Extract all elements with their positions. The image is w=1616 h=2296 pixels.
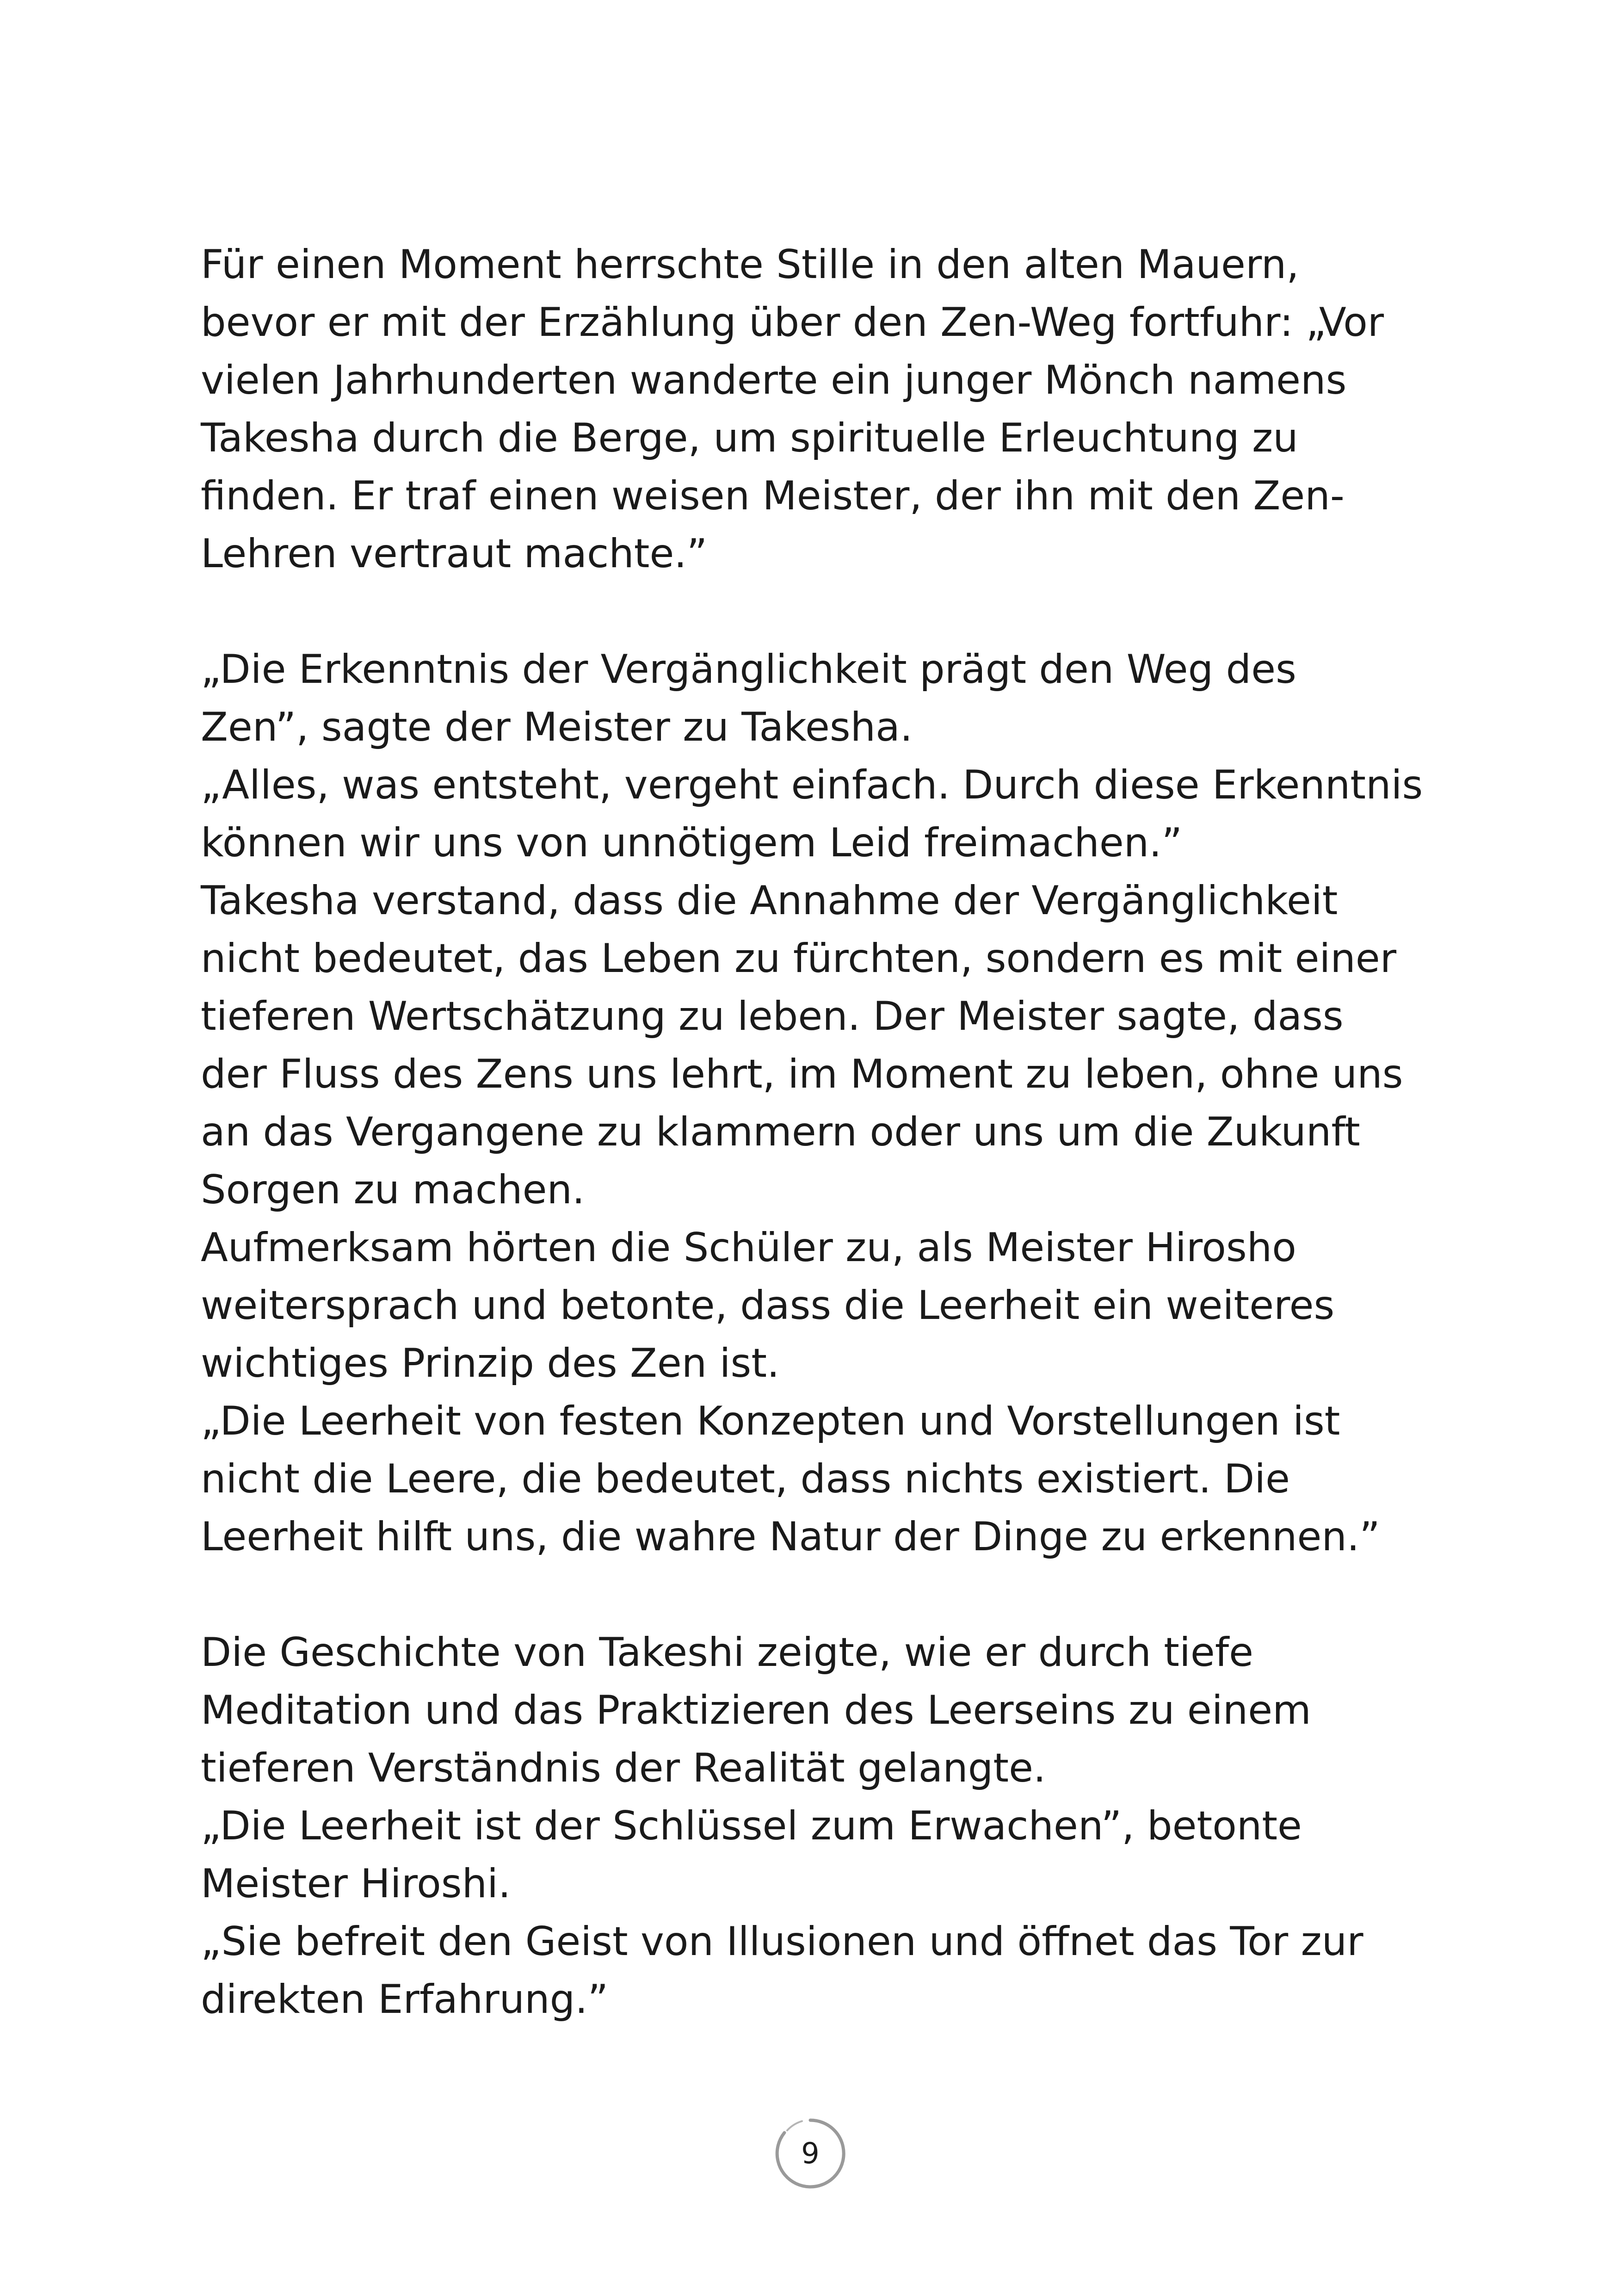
text-line: bevor er mit der Erzählung über den Zen-Weg fortfuhr: „Vor bbox=[201, 299, 1384, 346]
text-line: können wir uns von unnötigem Leid freimachen.” bbox=[201, 820, 1183, 866]
text-line: Leerheit hilft uns, die wahre Natur der Dinge zu erkennen.” bbox=[201, 1514, 1380, 1560]
paragraph-gap bbox=[201, 583, 1449, 641]
text-line: vielen Jahrhunderten wanderte ein junger Mönch namens bbox=[201, 357, 1347, 403]
text-line: Aufmerksam hörten die Schüler zu, als Meister Hirosho bbox=[201, 1225, 1296, 1271]
text-line: nicht die Leere, die bedeutet, dass nichts existiert. Die bbox=[201, 1456, 1290, 1502]
text-line: Lehren vertraut machte.” bbox=[201, 531, 708, 577]
text-line: direkten Erfahrung.” bbox=[201, 1976, 609, 2023]
paragraph-3 bbox=[201, 1624, 1449, 2029]
text-line: wichtiges Prinzip des Zen ist. bbox=[201, 1340, 780, 1386]
text-line: der Fluss des Zens uns lehrt, im Moment zu leben, ohne uns bbox=[201, 1051, 1403, 1097]
text-line: Für einen Moment herrschte Stille in den alten Mauern, bbox=[201, 241, 1299, 288]
text-line: „Die Leerheit von festen Konzepten und Vorstellungen ist bbox=[201, 1398, 1340, 1444]
text-line: „Die Leerheit ist der Schlüssel zum Erwachen”, betonte bbox=[201, 1803, 1302, 1849]
text-line: Meditation und das Praktizieren des Leerseins zu einem bbox=[201, 1687, 1311, 1733]
text-line: Zen”, sagte der Meister zu Takesha. bbox=[201, 704, 913, 750]
text-line: Meister Hiroshi. bbox=[201, 1861, 511, 1907]
text-line: „Sie befreit den Geist von Illusionen und öffnet das Tor zur bbox=[201, 1918, 1363, 1965]
text-line: Die Geschichte von Takeshi zeigte, wie er durch tiefe bbox=[201, 1629, 1254, 1676]
text-line: Takesha durch die Berge, um spirituelle Erleuchtung zu bbox=[201, 415, 1298, 461]
page-number-badge bbox=[773, 2117, 847, 2191]
paragraph-gap bbox=[201, 1566, 1449, 1624]
text-line: an das Vergangene zu klammern oder uns um die Zukunft bbox=[201, 1109, 1360, 1155]
text-line: finden. Er traf einen weisen Meister, der ihn mit den Zen- bbox=[201, 473, 1345, 519]
text-line: Sorgen zu machen. bbox=[201, 1167, 585, 1213]
paragraph-1 bbox=[201, 236, 1449, 583]
text-line: weitersprach und betonte, dass die Leerheit ein weiteres bbox=[201, 1282, 1335, 1329]
text-line: nicht bedeutet, das Leben zu fürchten, sondern es mit einer bbox=[201, 935, 1397, 982]
page-body bbox=[201, 236, 1449, 2029]
text-line: tieferen Wertschätzung zu leben. Der Meister sagte, dass bbox=[201, 993, 1344, 1040]
text-line: tieferen Verständnis der Realität gelangte. bbox=[201, 1745, 1046, 1791]
page-number: 9 bbox=[801, 2136, 820, 2170]
text-line: „Alles, was entsteht, vergeht einfach. Durch diese Erkenntnis bbox=[201, 762, 1423, 808]
text-line: Takesha verstand, dass die Annahme der Vergänglichkeit bbox=[201, 878, 1338, 924]
text-line: „Die Erkenntnis der Vergänglichkeit prägt den Weg des bbox=[201, 646, 1296, 693]
paragraph-2 bbox=[201, 641, 1449, 1566]
